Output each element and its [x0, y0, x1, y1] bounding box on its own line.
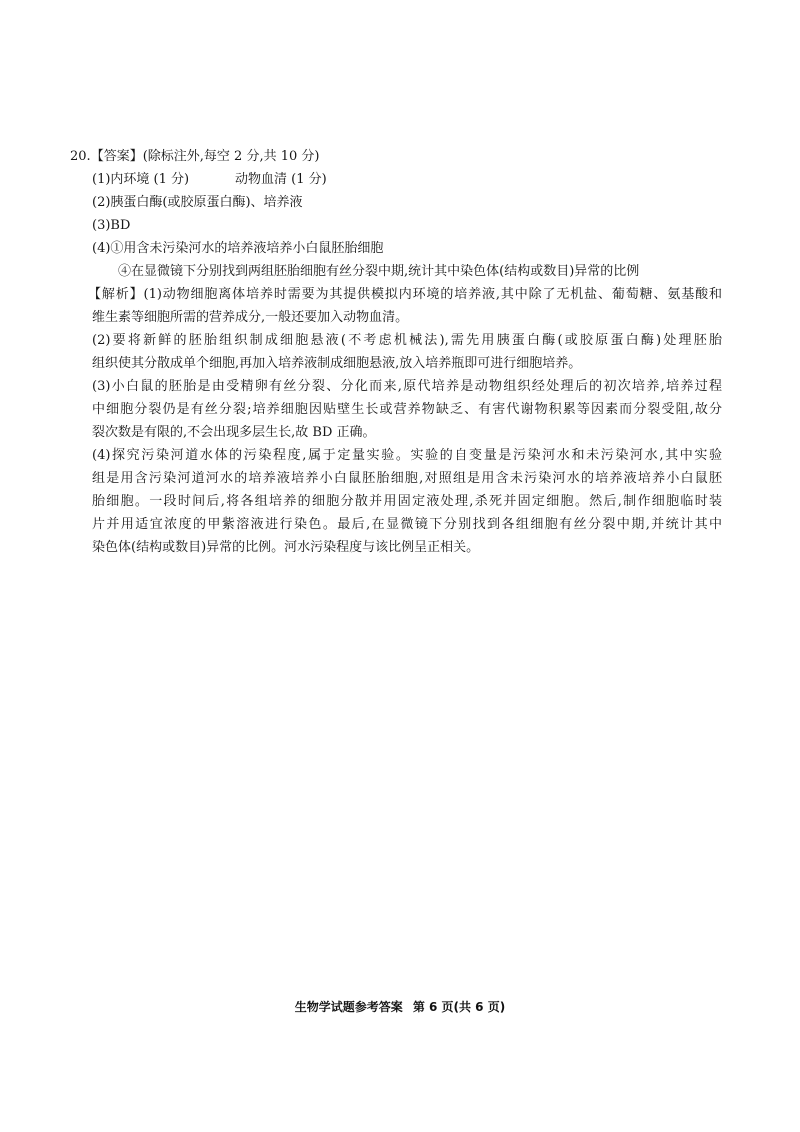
- question-number: 20.: [70, 149, 91, 164]
- answer-item-1: [0, 168, 800, 191]
- analysis-line-12: 染色体(结构或数目)异常的比例。河水污染程度与该比例呈正相关。: [92, 540, 480, 555]
- answer-heading-line: [0, 145, 800, 168]
- scoring-note: (除标注外,每空 2 分,共 10 分): [142, 149, 320, 164]
- footer-title: 生物学试题参考答案: [294, 1000, 403, 1014]
- analysis-line-5: (3)小白鼠的胚胎是由受精卵有丝分裂、分化而来,原代培养是动物组织经处理后的初次培养,培养过程: [92, 379, 722, 394]
- analysis-line-1-text: (1)动物细胞离体培养时需要为其提供模拟内环境的培养液,其中除了无机盐、葡萄糖、氨基酸和: [143, 287, 722, 302]
- answer-item-4-step4: ④在显微镜下分别找到两组胚胎细胞有丝分裂中期,统计其中染色体(结构或数目)异常的比例: [118, 264, 640, 279]
- analysis-label: 【解析】: [88, 287, 144, 302]
- analysis-line-11: 片并用适宜浓度的甲紫溶液进行染色。最后,在显微镜下分别找到各组细胞有丝分裂中期,并统计其中: [92, 517, 722, 532]
- analysis-line-7: 裂次数是有限的,不会出现多层生长,故 BD 正确。: [92, 425, 376, 440]
- answer-key-body: [0, 145, 800, 559]
- analysis-line-1: [88, 283, 722, 306]
- answer-item-3: (3)BD: [92, 218, 131, 233]
- analysis-line-9: 组是用含污染河道河水的培养液培养小白鼠胚胎细胞,对照组是用含未污染河水的培养液培养小白鼠胚: [92, 471, 722, 486]
- analysis-line-6: 中细胞分裂仍是有丝分裂;培养细胞因贴壁生长或营养物缺乏、有害代谢物积累等因素而分裂受阻,故分: [92, 402, 722, 417]
- analysis-line-8: (4)探究污染河道水体的污染程度,属于定量实验。实验的自变量是污染河水和未污染河水,其中实验: [92, 448, 722, 463]
- answer-item-2: (2)胰蛋白酶(或胶原蛋白酶)、培养液: [92, 195, 303, 210]
- answer-item-1b: 动物血清 (1 分): [235, 172, 327, 187]
- answer-item-4-step1: (4)①用含未污染河水的培养液培养小白鼠胚胎细胞: [92, 241, 384, 256]
- answer-item-1a: (1)内环境 (1 分): [92, 172, 190, 187]
- footer-page-number: 第 6 页(共 6 页): [412, 1000, 506, 1014]
- analysis-line-3: (2)要将新鲜的胚胎组织制成细胞悬液(不考虑机械法),需先用胰蛋白酶(或胶原蛋白酶)处理胚胎: [92, 333, 722, 348]
- analysis-line-10: 胎细胞。一段时间后,将各组培养的细胞分散并用固定液处理,杀死并固定细胞。然后,制作细胞临时装: [92, 494, 722, 509]
- analysis-line-2: 维生素等细胞所需的营养成分,一般还要加入动物血清。: [92, 310, 409, 325]
- analysis-line-4: 组织使其分散成单个细胞,再加入培养液制成细胞悬液,放入培养瓶即可进行细胞培养。: [92, 356, 582, 371]
- answer-label: 【答案】: [90, 149, 143, 164]
- page-footer: [0, 997, 800, 1017]
